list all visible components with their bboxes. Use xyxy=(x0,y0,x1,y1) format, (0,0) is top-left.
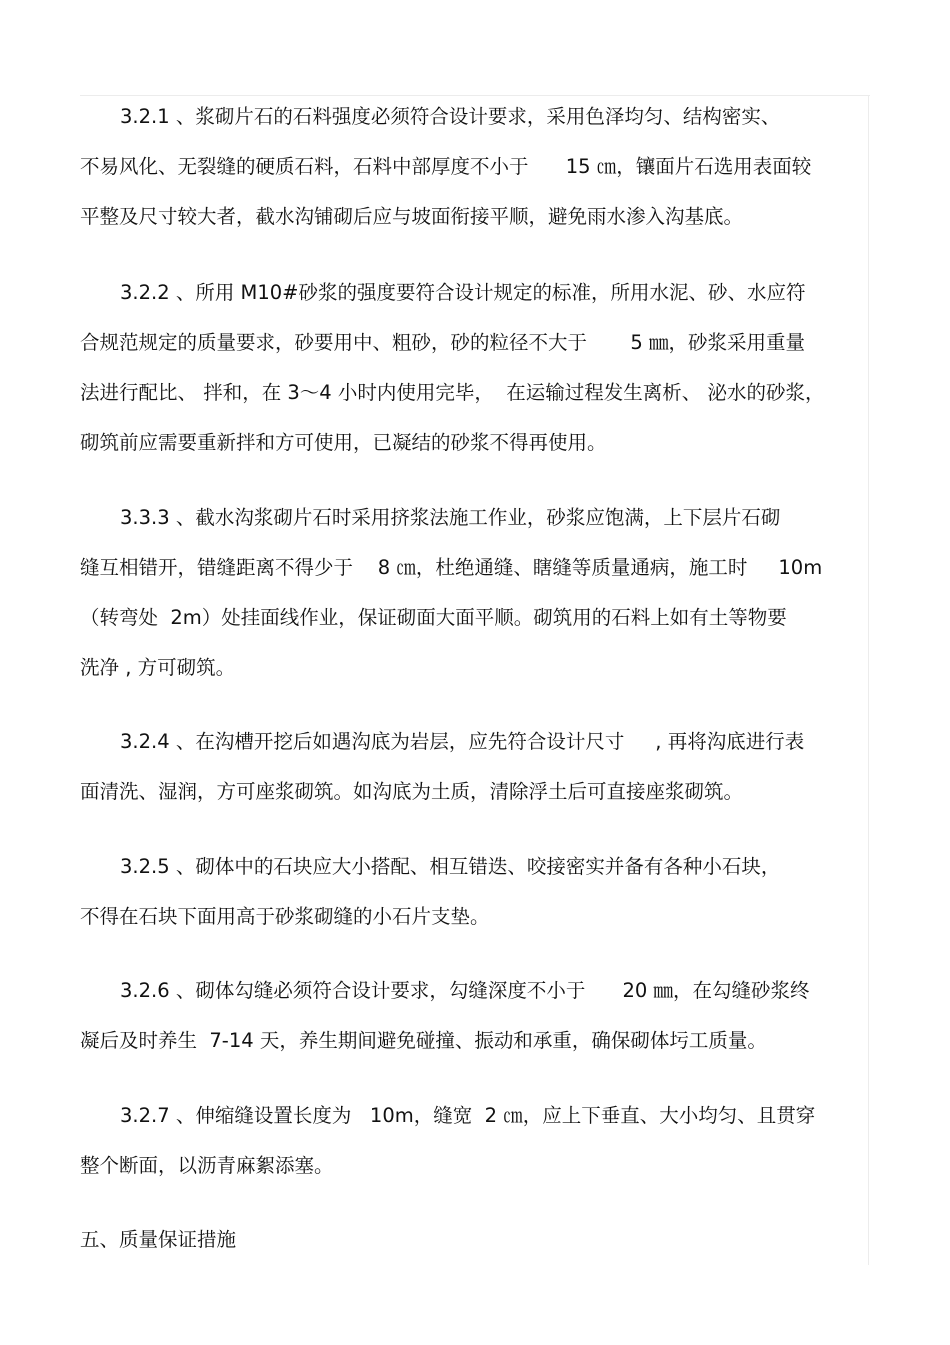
paragraph-3-2-5-line-1: 3.2.5 、砌体中的石块应大小搭配、相互错迭、咬接密实并备有各种小石块， xyxy=(120,855,781,878)
paragraph-3-2-7-line-2: 整个断面，以沥青麻絮添塞。 xyxy=(80,1154,334,1177)
paragraph-3-3-3-line-3: （转弯处 2m）处挂面线作业，保证砌面大面平顺。砌筑用的石料上如有土等物要 xyxy=(80,606,787,629)
paragraph-3-2-5-line-2: 不得在石块下面用高于砂浆砌缝的小石片支垫。 xyxy=(80,905,490,928)
paragraph-3-2-4-line-1: 3.2.4 、在沟槽开挖后如遇沟底为岩层，应先符合设计尺寸 , 再将沟底进行表 xyxy=(120,730,805,753)
paragraph-3-2-1-line-1: 3.2.1 、浆砌片石的石料强度必须符合设计要求，采用色泽均匀、结构密实、 xyxy=(120,105,781,128)
paragraph-3-2-1-line-2: 不易风化、无裂缝的硬质石料，石料中部厚度不小于 15 ㎝，镶面片石选用表面较 xyxy=(80,155,812,178)
paragraph-3-2-2-line-4: 砌筑前应需要重新拌和方可使用，已凝结的砂浆不得再使用。 xyxy=(80,431,607,454)
paragraph-3-2-6-line-2: 凝后及时养生 7-14 天，养生期间避免碰撞、振动和承重，确保砌体圬工质量。 xyxy=(80,1029,767,1052)
paragraph-3-3-3-line-2: 缝互相错开，错缝距离不得少于 8 ㎝，杜绝通缝、瞎缝等质量通病，施工时 10m xyxy=(80,556,823,579)
section-heading: 五、质量保证措施 xyxy=(80,1228,237,1251)
paragraph-3-3-3-line-1: 3.3.3 、截水沟浆砌片石时采用挤浆法施工作业，砂浆应饱满，上下层片石砌 xyxy=(120,506,781,529)
page-frame-right-rule xyxy=(868,95,869,1265)
paragraph-3-2-6-line-1: 3.2.6 、砌体勾缝必须符合设计要求，勾缝深度不小于 20 ㎜，在勾缝砂浆终 xyxy=(120,979,810,1002)
paragraph-3-2-2-line-2: 合规范规定的质量要求，砂要用中、粗砂，砂的粒径不大于 5 ㎜，砂浆采用重量 xyxy=(80,331,805,354)
paragraph-3-2-4-line-2: 面清洗、湿润，方可座浆砌筑。如沟底为土质，清除浮土后可直接座浆砌筑。 xyxy=(80,780,744,803)
paragraph-3-2-1-line-3: 平整及尺寸较大者，截水沟铺砌后应与坡面衔接平顺，避免雨水渗入沟基底。 xyxy=(80,205,744,228)
paragraph-3-2-2-line-1: 3.2.2 、所用 M10#砂浆的强度要符合设计规定的标准，所用水泥、砂、水应符 xyxy=(120,281,806,304)
paragraph-3-2-7-line-1: 3.2.7 、伸缩缝设置长度为 10m，缝宽 2 ㎝，应上下垂直、大小均匀、且贯穿 xyxy=(120,1104,816,1127)
page-frame-top-rule xyxy=(80,95,870,96)
paragraph-3-2-2-line-3: 法进行配比、 拌和，在 3～4 小时内使用完毕， 在运输过程发生离析、 泌水的砂浆， xyxy=(80,381,825,404)
paragraph-3-3-3-line-4: 洗净 , 方可砌筑。 xyxy=(80,656,236,679)
